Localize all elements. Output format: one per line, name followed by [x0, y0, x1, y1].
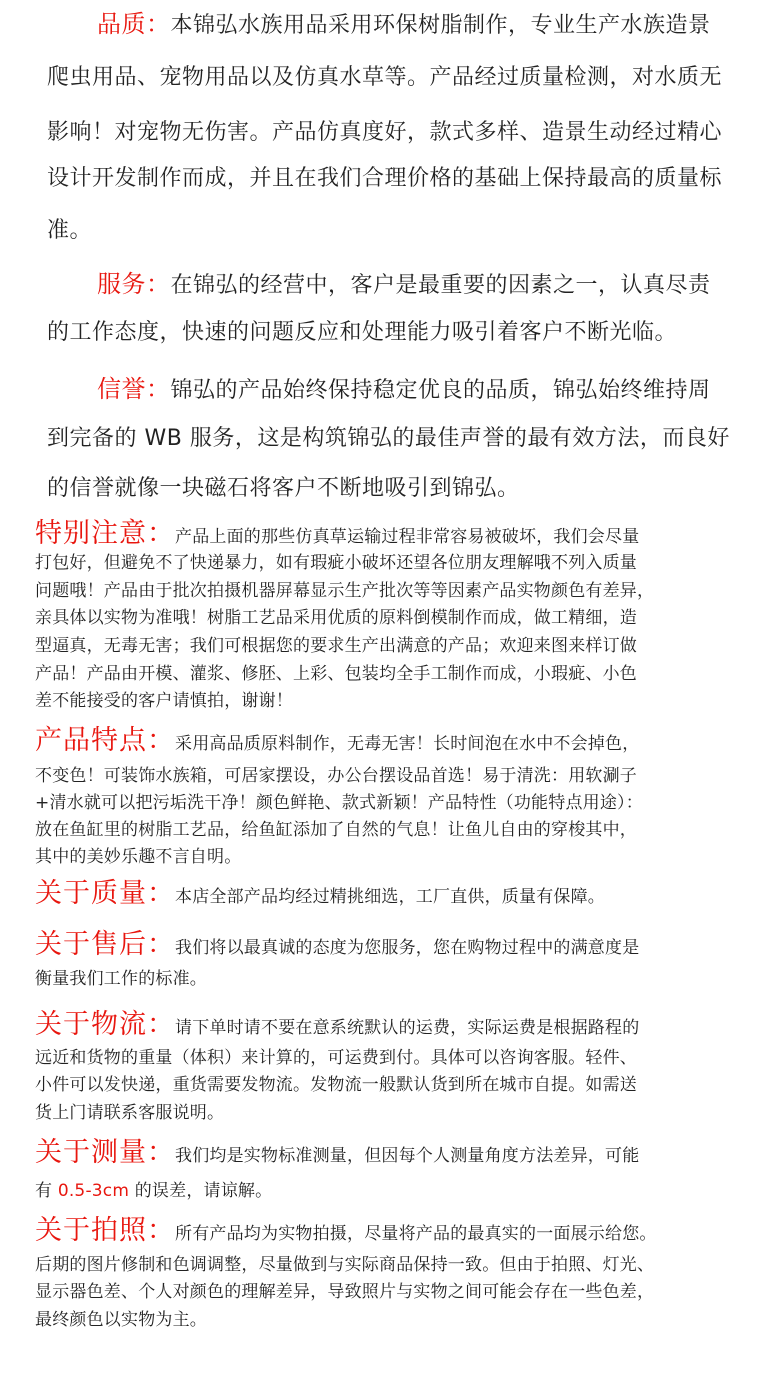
attention-line-5: 型逼真，无毒无害；我们可根据您的要求生产出满意的产品；欢迎来图来样订做 [35, 636, 637, 656]
about-logistics-line-3: 小件可以发快递，重货需要发物流。发物流一般默认货到所在城市自提。如需送 [35, 1075, 637, 1095]
quality-line-1: 品质：本锦弘水族用品采用环保树脂制作，专业生产水族造景 [97, 10, 711, 38]
features-line-5: 其中的美妙乐趣不言自明。 [35, 847, 242, 867]
reputation-line-2: 到完备的 WB 服务，这是构筑锦弘的最佳声誉的最有效方法，而良好 [47, 426, 730, 451]
attention-line-2: 打包好，但避免不了快递暴力，如有瑕疵小破坏还望各位朋友理解哦不列入质量 [35, 553, 637, 573]
reputation-label: 信誉： [97, 375, 171, 403]
about-photo-line-1: 关于拍照：所有产品均为实物拍摄，尽量将产品的最真实的一面展示给您。 [35, 1215, 657, 1246]
attention-label: 特别注意： [35, 518, 175, 549]
about-logistics-line-2: 远近和货物的重量（体积）来计算的，可运费到付。具体可以咨询客服。轻件、 [35, 1048, 637, 1068]
about-quality-label: 关于质量： [35, 878, 175, 909]
about-logistics-line-4: 货上门请联系客服说明。 [35, 1103, 225, 1123]
about-photo-label: 关于拍照： [35, 1215, 175, 1246]
quality-line-5: 准。 [47, 218, 93, 243]
about-measure-line-2: 有 0.5-3cm 的误差，请谅解。 [35, 1181, 273, 1201]
service-label: 服务： [97, 270, 171, 298]
about-logistics-label: 关于物流： [35, 1009, 175, 1040]
reputation-line-1: 信誉：锦弘的产品始终保持稳定优良的品质，锦弘始终维持周 [97, 375, 711, 403]
about-aftersale-label: 关于售后： [35, 929, 175, 960]
about-logistics-line-1: 关于物流：请下单时请不要在意系统默认的运费，实际运费是根据路程的 [35, 1009, 640, 1040]
service-line-1: 服务：在锦弘的经营中，客户是最重要的因素之一，认真尽责 [97, 270, 711, 298]
features-line-4: 放在鱼缸里的树脂工艺品，给鱼缸添加了自然的气息！让鱼儿自由的穿梭其中， [35, 820, 637, 840]
attention-line-3: 问题哦！产品由于批次拍摄机器屏幕显示生产批次等等因素产品实物颜色有差异， [35, 581, 655, 601]
about-measure-line-1: 关于测量：我们均是实物标准测量，但因每个人测量角度方法差异，可能 [35, 1137, 640, 1168]
about-photo-line-2: 后期的图片修制和色调调整，尽量做到与实际商品保持一致。但由于拍照、灯光、 [35, 1255, 655, 1275]
service-line-2: 的工作态度，快速的问题反应和处理能力吸引着客户不断光临。 [47, 320, 678, 345]
attention-line-4: 亲具体以实物为准哦！树脂工艺品采用优质的原料倒模制作而成，做工精细，造 [35, 608, 637, 628]
about-quality-line-1: 关于质量：本店全部产品均经过精挑细选，工厂直供，质量有保障。 [35, 878, 605, 909]
about-aftersale-line-1: 关于售后：我们将以最真诚的态度为您服务，您在购物过程中的满意度是 [35, 929, 640, 960]
features-line-2: 不变色！可装饰水族箱，可居家摆设，办公台摆设品首选！易于清洗：用软涮子 [35, 766, 637, 786]
features-label: 产品特点： [35, 725, 175, 756]
about-aftersale-line-2: 衡量我们工作的标准。 [35, 969, 207, 989]
quality-label: 品质： [97, 10, 171, 38]
reputation-line-3: 的信誉就像一块磁石将客户不断地吸引到锦弘。 [47, 476, 520, 501]
quality-line-3: 影响！对宠物无伤害。产品仿真度好，款式多样、造景生动经过精心 [47, 120, 723, 145]
about-photo-line-3: 显示器色差、个人对颜色的理解差异，导致照片与实物之间可能会存在一些色差， [35, 1282, 655, 1302]
attention-line-6: 产品！产品由开模、灌浆、修胚、上彩、包装均全手工制作而成，小瑕疵、小色 [35, 664, 637, 684]
about-measure-label: 关于测量： [35, 1137, 175, 1168]
measure-tolerance-highlight: 0.5-3cm [57, 1181, 130, 1201]
about-photo-line-4: 最终颜色以实物为主。 [35, 1310, 207, 1330]
features-line-1: 产品特点：采用高品质原料制作，无毒无害！长时间泡在水中不会掉色， [35, 725, 640, 756]
quality-line-4: 设计开发制作而成，并且在我们合理价格的基础上保持最高的质量标 [47, 166, 723, 191]
quality-line-2: 爬虫用品、宠物用品以及仿真水草等。产品经过质量检测，对水质无 [47, 65, 723, 90]
attention-line-1: 特别注意：产品上面的那些仿真草运输过程非常容易被破坏，我们会尽量 [35, 518, 640, 549]
features-line-3: +清水就可以把污垢洗干净！颜色鲜艳、款式新颖！产品特性（功能特点用途）： [35, 793, 643, 813]
attention-line-7: 差不能接受的客户请慎拍，谢谢！ [35, 691, 293, 711]
